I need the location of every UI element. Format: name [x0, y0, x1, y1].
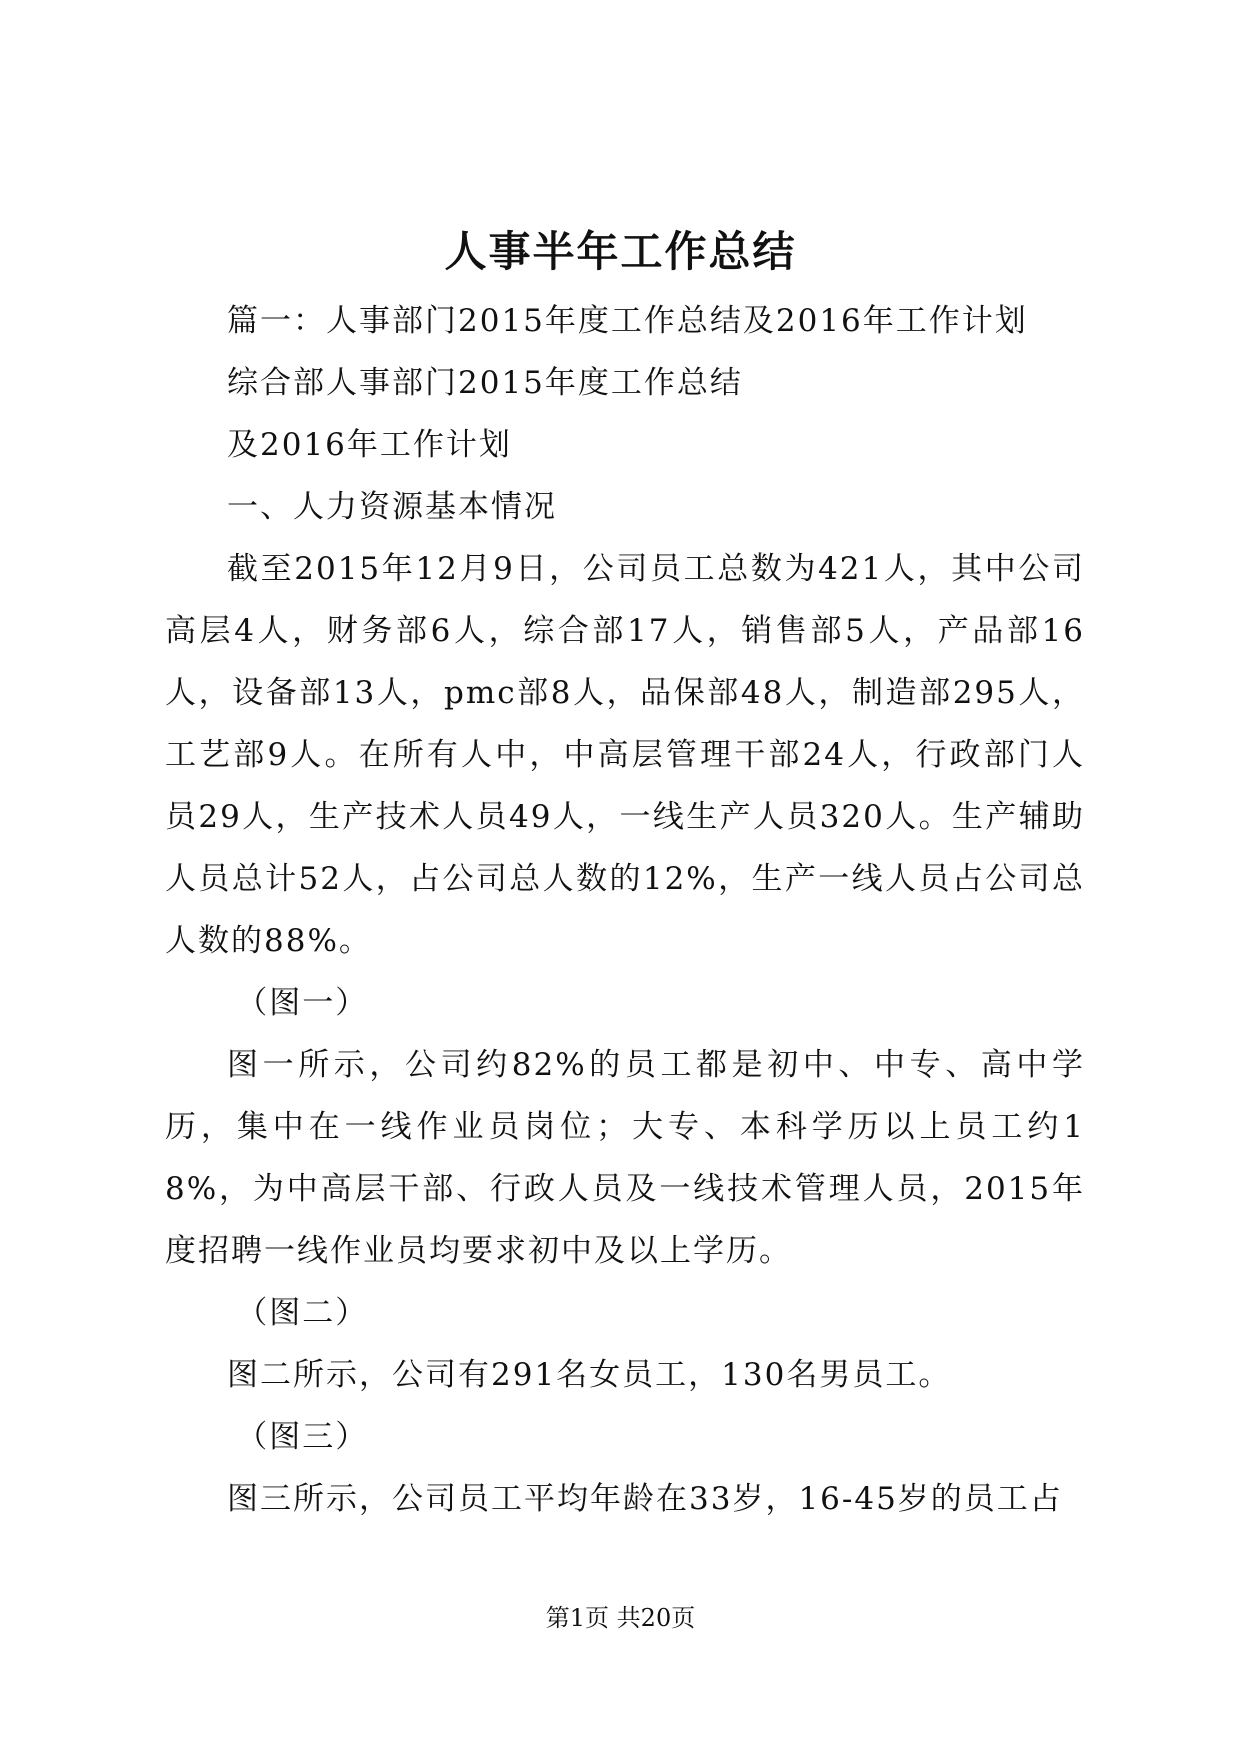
figure-3-caption: （图三）	[236, 1419, 369, 1455]
paragraph-staff-summary: 截至2015年12月9日，公司员工总数为421人，其中公司高层4人，财务部6人，综合部17人，销售部5人，产品部16人，设备部13人，pmc部8人，品保部48人，制造部295人，工艺部9人。在所有人中，中高层管理干部24人，行政部门人员29人，生产技术人员49人，一线生产人员320人。生产辅助人员总计52人，占公司总人数的12%，生产一线人员占公司总人数的88%。	[165, 551, 1085, 959]
paragraph-section-heading: 综合部人事部门2015年度工作总结	[227, 365, 743, 401]
paragraph-section-heading-cont: 及2016年工作计划	[227, 427, 512, 463]
paragraph-education: 图一所示，公司约82%的员工都是初中、中专、高中学历，集中在一线作业员岗位；大专、本科学历以上员工约18%，为中高层干部、行政人员及一线技术管理人员，2015年度招聘一线作业员均要求初中及以上学历。	[165, 1047, 1085, 1269]
paragraph-gender: 图二所示，公司有291名女员工，130名男员工。	[227, 1357, 952, 1393]
figure-1-caption: （图一）	[236, 985, 369, 1021]
paragraph-subtitle: 篇一：人事部门2015年度工作总结及2016年工作计划	[227, 303, 1028, 339]
page-footer: 第1页 共20页	[545, 1604, 696, 1632]
figure-2-caption: （图二）	[236, 1295, 369, 1331]
document-body	[165, 290, 1085, 1530]
paragraph-age: 图三所示，公司员工平均年龄在33岁，16-45岁的员工占	[227, 1481, 1063, 1517]
document-title: 人事半年工作总结	[444, 227, 797, 276]
paragraph-heading-hr: 一、人力资源基本情况	[227, 489, 557, 525]
